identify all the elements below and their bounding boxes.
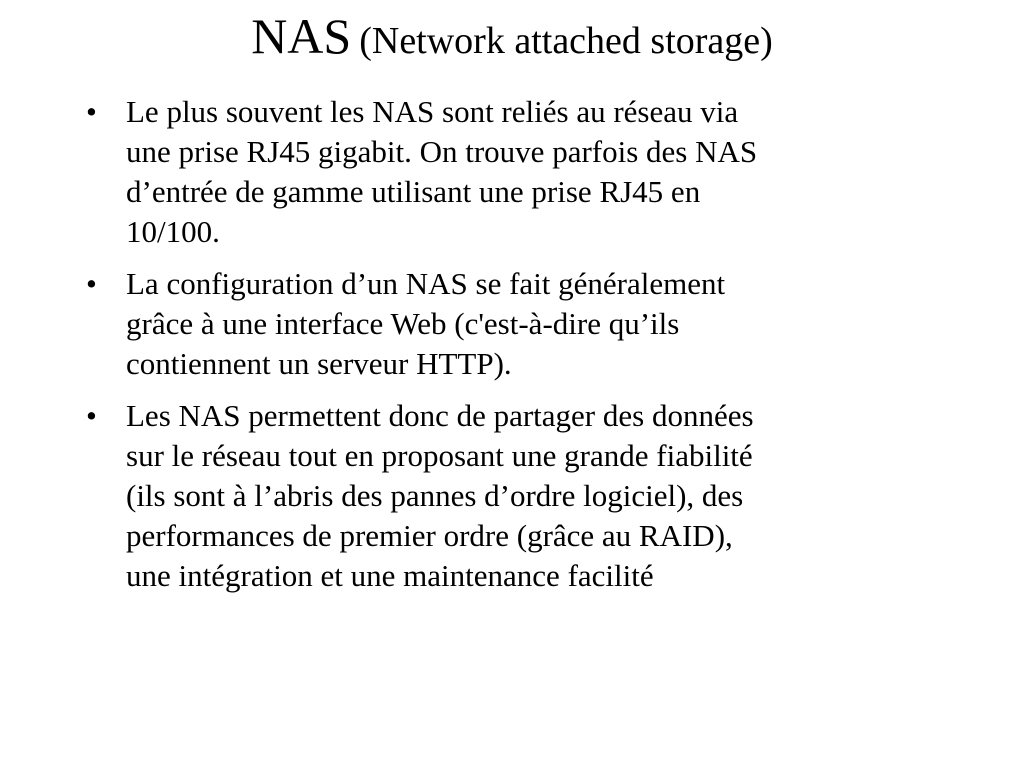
bullet-marker: • bbox=[86, 398, 97, 433]
bullet-text-line: La configuration d’un NAS se fait généralement bbox=[126, 266, 726, 301]
bullet-text-line: une intégration et une maintenance facilité bbox=[126, 558, 654, 593]
bullet-marker: • bbox=[86, 94, 97, 129]
bullet-text-line: une prise RJ45 gigabit. On trouve parfois des NAS bbox=[126, 134, 758, 169]
bullet-text-line: d’entrée de gamme utilisant une prise RJ45 en bbox=[126, 174, 701, 209]
bullet-text-line: grâce à une interface Web (c'est-à-dire qu’ils bbox=[126, 306, 680, 341]
slide-title-main: NAS bbox=[251, 8, 352, 64]
bullet-marker: • bbox=[86, 266, 97, 301]
bullet-text-line: 10/100. bbox=[126, 214, 220, 249]
bullet-item-configuration bbox=[86, 264, 946, 384]
bullet-list bbox=[86, 92, 946, 608]
slide-title bbox=[0, 8, 1024, 66]
bullet-item-benefits bbox=[86, 396, 946, 596]
bullet-text-line: Les NAS permettent donc de partager des données bbox=[126, 398, 754, 433]
bullet-text-line: Le plus souvent les NAS sont reliés au réseau via bbox=[126, 94, 739, 129]
bullet-text-line: contiennent un serveur HTTP). bbox=[126, 346, 512, 381]
bullet-text-line: (ils sont à l’abris des pannes d’ordre logiciel), des bbox=[126, 478, 744, 513]
slide-title-subtitle: (Network attached storage) bbox=[359, 20, 773, 62]
bullet-item-network-connection bbox=[86, 92, 946, 252]
bullet-text-line: performances de premier ordre (grâce au RAID), bbox=[126, 518, 733, 553]
bullet-text-line: sur le réseau tout en proposant une grande fiabilité bbox=[126, 438, 753, 473]
